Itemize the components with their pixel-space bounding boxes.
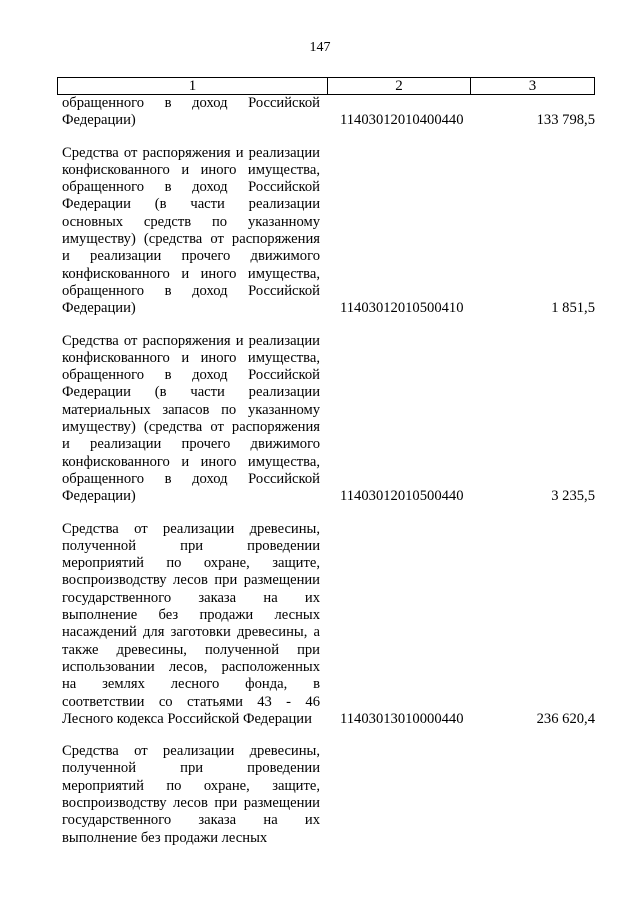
- description-line: мероприятий по охране, защите,: [62, 777, 320, 794]
- description-line: Федерации (в части реализации: [62, 196, 320, 213]
- description-line: конфискованного и иного имущества,: [62, 349, 320, 366]
- row-description: [62, 333, 320, 506]
- description-line: Средства от распоряжения и реализации: [62, 332, 320, 349]
- description-line: обращенного в доход Российской: [62, 179, 320, 196]
- description-line: Федерации (в части реализации: [62, 384, 320, 401]
- description-line: насаждений для заготовки древесины, а: [62, 624, 320, 641]
- description-line: полученной при проведении: [62, 537, 320, 554]
- column-header-table: [57, 77, 595, 95]
- row-amount: 1 851,5: [551, 300, 595, 317]
- description-line: полученной при проведении: [62, 760, 320, 777]
- table-row: [62, 95, 602, 130]
- description-line: воспроизводству лесов при размещении: [62, 572, 320, 589]
- description-line: мероприятий по охране, защите,: [62, 555, 320, 572]
- description-line: Средства от распоряжения и реализации: [62, 144, 320, 161]
- row-code: 11403012010400440: [340, 112, 464, 129]
- description-line: основных средств по указанному: [62, 213, 320, 230]
- row-description: [62, 95, 320, 130]
- description-line: на землях лесного фонда, в: [62, 676, 320, 693]
- description-line: обращенного в доход Российской: [62, 367, 320, 384]
- row-amount: 3 235,5: [551, 488, 595, 505]
- description-line: конфискованного и иного имущества,: [62, 161, 320, 178]
- description-line: государственного заказа на их: [62, 812, 320, 829]
- table-row: [62, 521, 602, 729]
- description-line: государственного заказа на их: [62, 589, 320, 606]
- description-line: имуществу) (средства от распоряжения: [62, 419, 320, 436]
- row-code: 11403012010500410: [340, 300, 464, 317]
- row-code: 11403012010500440: [340, 488, 464, 505]
- description-line: Федерации): [62, 112, 136, 129]
- description-line: конфискованного и иного имущества,: [62, 453, 320, 470]
- description-line: воспроизводству лесов при размещении: [62, 794, 320, 811]
- table-body: [62, 95, 602, 847]
- column-header-1: 1: [58, 78, 328, 95]
- table-row: [62, 333, 602, 506]
- description-line: обращенного в доход Российской: [62, 470, 320, 487]
- description-line: и реализации прочего движимого: [62, 436, 320, 453]
- column-header-3: 3: [471, 78, 595, 95]
- description-line: выполнение без продажи лесных: [62, 607, 320, 624]
- description-line: выполнение без продажи лесных: [62, 829, 268, 846]
- table-row: [62, 145, 602, 318]
- column-header-2: 2: [328, 78, 471, 95]
- table-row: [62, 743, 602, 847]
- row-amount: 236 620,4: [536, 710, 595, 727]
- description-line: и реализации прочего движимого: [62, 248, 320, 265]
- description-line: обращенного в доход Российской: [62, 282, 320, 299]
- description-line: обращенного в доход Российской: [62, 95, 320, 111]
- row-description: [62, 743, 320, 847]
- description-line: соответствии со статьями 43 - 46: [62, 693, 320, 710]
- description-line: использовании лесов, расположенных: [62, 658, 320, 675]
- row-amount: 133 798,5: [536, 112, 595, 129]
- description-line: Федерации): [62, 488, 136, 505]
- row-description: [62, 521, 320, 729]
- description-line: конфискованного и иного имущества,: [62, 265, 320, 282]
- description-line: Средства от реализации древесины,: [62, 743, 320, 760]
- row-code: 11403013010000440: [340, 710, 464, 727]
- description-line: материальных запасов по указанному: [62, 401, 320, 418]
- description-line: имуществу) (средства от распоряжения: [62, 231, 320, 248]
- description-line: также древесины, полученной при: [62, 641, 320, 658]
- description-line: Средства от реализации древесины,: [62, 520, 320, 537]
- row-description: [62, 145, 320, 318]
- description-line: Лесного кодекса Российской Федерации: [62, 710, 312, 727]
- description-line: Федерации): [62, 300, 136, 317]
- page-number: 147: [309, 40, 331, 55]
